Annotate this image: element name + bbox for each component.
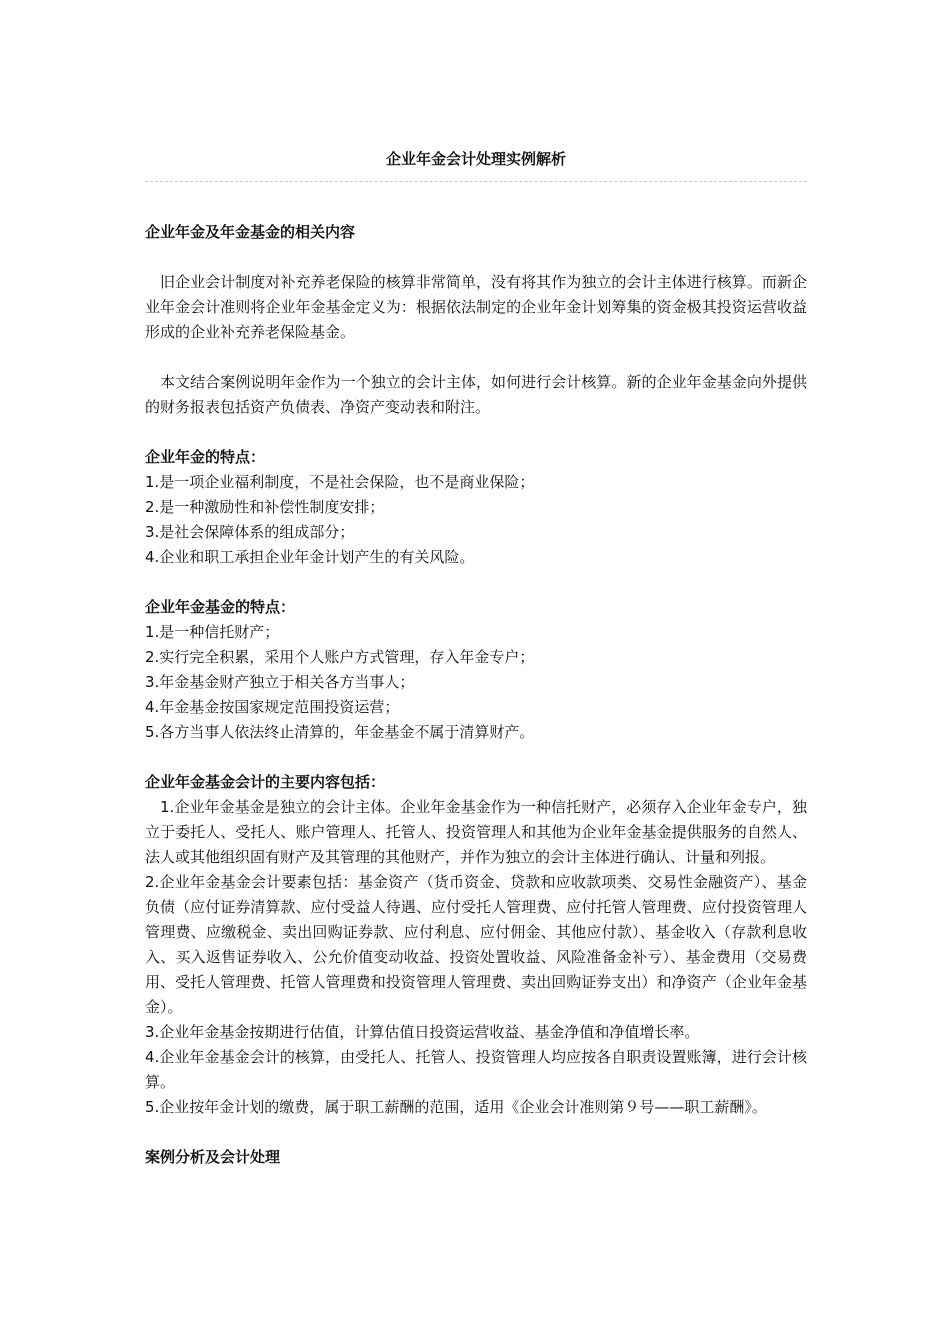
list-item: 3.年金基金财产独立于相关各方当事人；	[145, 673, 415, 691]
document-title: 企业年金会计处理实例解析	[385, 150, 566, 168]
list-item: 4.企业年金基金会计的核算，由受托人、托管人、投资管理人均应按各自职责设置账簿，进行会计核算。	[145, 1048, 807, 1091]
section-heading-fund-features: 企业年金基金的特点：	[145, 598, 296, 616]
intro-paragraph-2: 本文结合案例说明年金作为一个独立的会计主体，如何进行会计核算。新的企业年金基金向外提供的财务报表包括资产负债表、净资产变动表和附注。	[145, 373, 807, 416]
list-item: 3.企业年金基金按期进行估值，计算估值日投资运营收益、基金净值和净值增长率。	[145, 1023, 700, 1041]
list-item: 4.年金基金按国家规定范围投资运营；	[145, 698, 400, 716]
list-item: 1.企业年金基金是独立的会计主体。企业年金基金作为一种信托财产，必须存入企业年金专户，独立于委托人、受托人、账户管理人、托管人、投资管理人和其他为企业年金基金提供服务的自然人、法人或其他组织固有财产及其管理的其他财产，并作为独立的会计主体进行确认、计量和列报。	[145, 798, 807, 866]
list-item: 1.是一种信托财产；	[145, 623, 280, 641]
accounting-content-list	[145, 795, 807, 1120]
pension-features-list	[145, 470, 807, 570]
document-body	[145, 220, 807, 1170]
list-item: 4.企业和职工承担企业年金计划产生的有关风险。	[145, 548, 475, 566]
title-divider	[145, 181, 807, 182]
list-item: 1.是一项企业福利制度，不是社会保险，也不是商业保险；	[145, 473, 535, 491]
list-item: 2.是一种激励性和补偿性制度安排；	[145, 498, 385, 516]
section-heading-intro: 企业年金及年金基金的相关内容	[145, 223, 356, 241]
list-item: 2.企业年金基金会计要素包括：基金资产（货币资金、贷款和应收款项类、交易性金融资产）、基金负债（应付证券清算款、应付受益人待遇、应付受托人管理费、应付托管人管理费、应付投资管理人管理费、应缴税金、卖出回购证券款、应付利息、应付佣金、其他应付款）、基金收入（存款利息收入、买入返售证券收入、公允价值变动收益、投资处置收益、风险准备金补亏）、基金费用（交易费用、受托人管理费、托管人管理费和投资管理人管理费、卖出回购证券支出）和净资产（企业年金基金）。	[145, 873, 807, 1016]
section-heading-case: 案例分析及会计处理	[145, 1148, 281, 1166]
list-item: 2.实行完全积累，采用个人账户方式管理，存入年金专户；	[145, 648, 535, 666]
intro-paragraph-1: 旧企业会计制度对补充养老保险的核算非常简单，没有将其作为独立的会计主体进行核算。而新企业年金会计准则将企业年金基金定义为：根据依法制定的企业年金计划筹集的资金极其投资运营收益形成的企业补充养老保险基金。	[145, 273, 807, 341]
section-heading-pension-features: 企业年金的特点：	[145, 448, 266, 466]
fund-features-list	[145, 620, 807, 745]
list-item: 5.企业按年金计划的缴费，属于职工薪酬的范围，适用《企业会计准则第９号——职工薪酬》。	[145, 1098, 767, 1116]
list-item: 3.是社会保障体系的组成部分；	[145, 523, 355, 541]
list-item: 5.各方当事人依法终止清算的，年金基金不属于清算财产。	[145, 723, 535, 741]
section-heading-accounting: 企业年金基金会计的主要内容包括：	[145, 773, 386, 791]
